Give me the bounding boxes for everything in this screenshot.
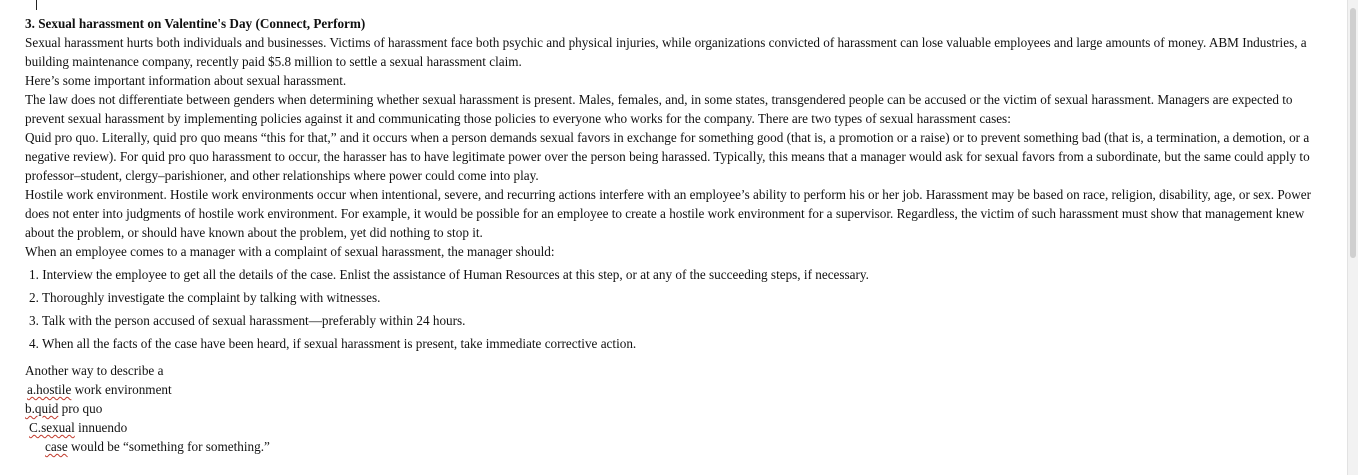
choice-a-flagged-word: a.hostile	[27, 382, 72, 397]
choice-b-label: pro quo	[58, 401, 103, 416]
choice-c-flagged-word: C.sexual	[29, 420, 75, 435]
choice-a[interactable]	[25, 380, 1315, 399]
list-item: 3. Talk with the person accused of sexual harassment—preferably within 24 hours.	[29, 313, 466, 328]
choice-b-flagged-word: b.quid	[25, 401, 59, 416]
list-item: 4. When all the facts of the case have been heard, if sexual harassment is present, take immediate corrective action.	[29, 336, 637, 351]
choice-a-label: work environment	[71, 382, 172, 397]
manager-steps-list	[29, 265, 1315, 357]
list-item: 2. Thoroughly investigate the complaint by talking with witnesses.	[29, 290, 381, 305]
paragraph-hostile: Hostile work environment. Hostile work environments occur when intentional, severe, and recurring actions interfere with an employee’s ability to perform his or her job. Harassment may be based on race, religion, disability, age, or sex. Power does not enter into judgments of hostile work environment. For example, it would be possible for an employee to create a hostile work environment for a supervisor. Regardless, the victim of such harassment must show that management knew about the problem, or should have known about the problem, yet did nothing to stop it.	[25, 187, 1312, 240]
question-ending	[25, 437, 1315, 456]
document-body[interactable]	[25, 14, 1315, 456]
paragraph-law: The law does not differentiate between genders when determining whether sexual harassment is present. Males, females, and, in some states, transgendered people can be accused or the victim of sexual harassment. Managers are expected to prevent sexual harassment by implementing policies against it and communicating those policies to everyone who works for the company. There are two types of sexual harassment cases:	[25, 92, 1293, 126]
paragraph-info: Here’s some important information about sexual harassment.	[25, 73, 347, 88]
question-heading: 3. Sexual harassment on Valentine's Day (Connect, Perform)	[25, 16, 366, 31]
choice-c-label: innuendo	[74, 420, 128, 435]
list-item: 1. Interview the employee to get all the details of the case. Enlist the assistance of Human Resources at this step, or at any of the succeeding steps, if necessary.	[29, 267, 869, 282]
paragraph-manager: When an employee comes to a manager with a complaint of sexual harassment, the manager should:	[25, 244, 555, 259]
vertical-scrollbar[interactable]	[1347, 0, 1358, 475]
ending-flagged-word: case	[45, 439, 68, 454]
ending-text: would be “something for something.”	[67, 439, 270, 454]
paragraph-quid-pro-quo: Quid pro quo. Literally, quid pro quo means “this for that,” and it occurs when a person demands sexual favors in exchange for something good (that is, a promotion or a raise) or to prevent something bad (that is, a termination, a demotion, or a negative review). For quid pro quo harassment to occur, the harasser has to have legitimate power over the person being harassed. Typically, this means that a manager would ask for sexual favors from a subordinate, but the same could apply to professor–student, clergy–parishioner, and other relationships where power could come into play.	[25, 130, 1310, 183]
question-prompt: Another way to describe a	[25, 363, 164, 378]
choice-b[interactable]	[25, 399, 1315, 418]
text-cursor	[36, 0, 37, 10]
choice-c[interactable]	[25, 418, 1315, 437]
scrollbar-thumb[interactable]	[1350, 8, 1356, 258]
paragraph-intro: Sexual harassment hurts both individuals and businesses. Victims of harassment face both psychic and physical injuries, while organizations convicted of harassment can lose valuable employees and large amounts of money. ABM Industries, a building maintenance company, recently paid $5.8 million to settle a sexual harassment claim.	[25, 35, 1307, 69]
